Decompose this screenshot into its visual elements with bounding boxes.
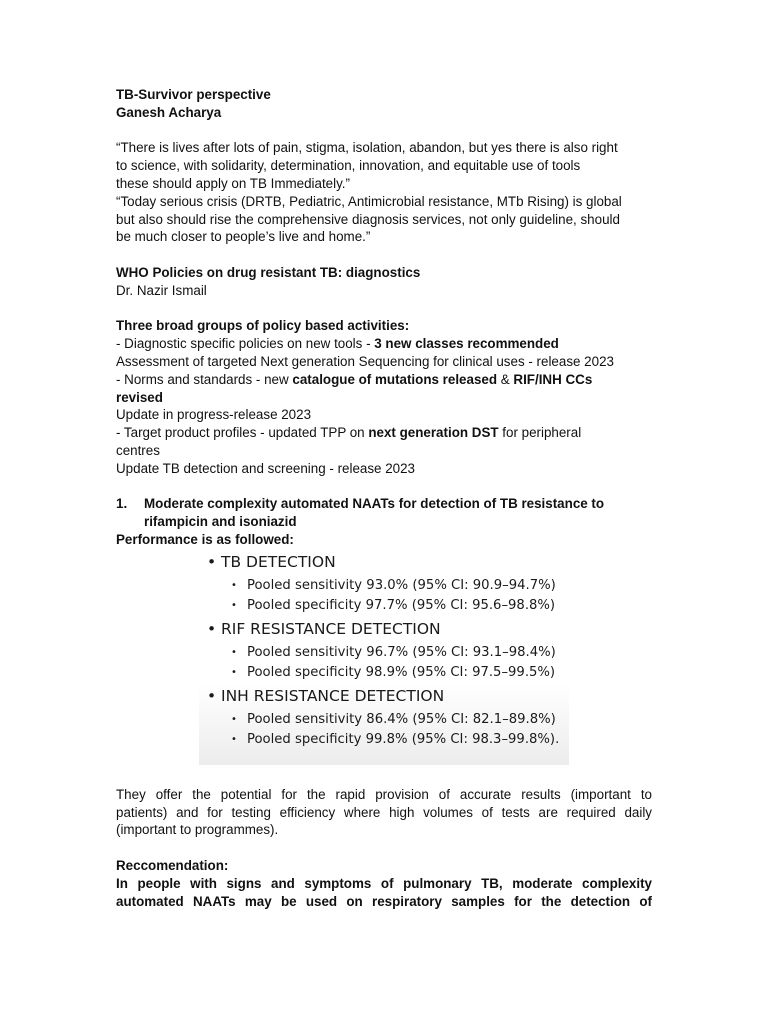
document-page <box>116 86 652 910</box>
subitem-text: Pooled sensitivity 86.4% (95% CI: 82.1–89.8%) <box>247 711 556 727</box>
text-run-bold: RIF/INH CCs <box>513 371 593 387</box>
text-run: - Target product profiles - updated TPP on <box>116 425 369 441</box>
bullet-icon: • <box>231 666 237 678</box>
paragraph-line: In people with signs and symptoms of pulmonary TB, moderate complexity <box>116 875 652 891</box>
recommendation-label: Reccomendation: <box>116 857 229 873</box>
paragraph-line: They offer the potential for the rapid provision of accurate results (important to <box>116 786 652 802</box>
heading-text: INH RESISTANCE DETECTION <box>221 686 445 705</box>
text-run: for peripheral <box>498 425 582 441</box>
figure-heading <box>207 621 441 639</box>
figure-heading <box>207 554 336 572</box>
text-run: - Diagnostic specific policies on new tools - <box>116 336 375 352</box>
policy-item-2-cont: revised <box>116 389 163 405</box>
quote-line: “There is lives after lots of pain, stigma, isolation, abandon, but yes there is also right <box>116 140 618 156</box>
quote-line: these should apply on TB Immediately.” <box>116 175 350 191</box>
bullet-icon: • <box>207 619 217 638</box>
bullet-icon: • <box>207 686 217 705</box>
figure-subitem <box>231 711 556 729</box>
subitem-text: Pooled sensitivity 96.7% (95% CI: 93.1–98.4%) <box>247 644 556 660</box>
figure-subitem <box>231 664 555 682</box>
text-run: & <box>497 371 514 387</box>
groups-heading: Three broad groups of policy based activities: <box>116 318 410 334</box>
figure-subitem <box>231 577 556 595</box>
list-item-line: rifampicin and isoniazid <box>144 514 297 530</box>
figure-subitem <box>231 597 555 615</box>
list-number: 1. <box>116 496 128 512</box>
policy-item-3 <box>116 424 652 442</box>
author-ganesh: Ganesh Acharya <box>116 104 222 120</box>
paragraph-line: automated NAATs may be used on respiratory samples for the detection of <box>116 893 652 909</box>
quote-line: be much closer to people’s live and home.” <box>116 229 371 245</box>
recommendation-text <box>116 875 652 911</box>
policy-item-2-detail: Update in progress-release 2023 <box>116 407 312 423</box>
policy-item-3-cont: centres <box>116 442 160 458</box>
policy-item-1-detail: Assessment of targeted Next generation Sequencing for clinical uses - release 2023 <box>116 353 614 369</box>
subitem-text: Pooled specificity 99.8% (95% CI: 98.3–99.8%). <box>247 731 560 747</box>
bullet-icon: • <box>231 713 237 725</box>
subitem-text: Pooled specificity 98.9% (95% CI: 97.5–99.5%) <box>247 664 556 680</box>
policy-item-1 <box>116 335 652 353</box>
bullet-icon: • <box>231 599 237 611</box>
quote-paragraph <box>116 139 652 246</box>
bullet-icon: • <box>231 733 237 745</box>
quote-line: to science, with solidarity, determination, innovation, and equitable use of tools <box>116 158 581 174</box>
list-item-text <box>144 495 604 531</box>
quote-line: “Today serious crisis (DRTB, Pediatric, Antimicrobial resistance, MTb Rising) is global <box>116 193 622 209</box>
paragraph-line: (important to programmes). <box>116 822 279 838</box>
text-run-bold: 3 new classes recommended <box>374 336 559 352</box>
offer-paragraph <box>116 786 652 839</box>
figure-heading <box>207 688 444 706</box>
text-run: - Norms and standards - new <box>116 371 293 387</box>
performance-label: Performance is as followed: <box>116 531 294 547</box>
text-run-bold: catalogue of mutations released <box>292 371 498 387</box>
bullet-icon: • <box>231 646 237 658</box>
subitem-text: Pooled specificity 97.7% (95% CI: 95.6–98.8%) <box>247 597 556 613</box>
figure-subitem <box>231 731 559 749</box>
bullet-icon: • <box>231 579 237 591</box>
author-nazir: Dr. Nazir Ismail <box>116 282 207 298</box>
bullet-icon: • <box>207 552 217 571</box>
policy-item-3-detail: Update TB detection and screening - release 2023 <box>116 460 416 476</box>
numbered-item-1 <box>116 495 652 531</box>
quote-line: but also should rise the comprehensive diagnosis services, not only guideline, should <box>116 211 620 227</box>
subitem-text: Pooled sensitivity 93.0% (95% CI: 90.9–94.7%) <box>247 577 556 593</box>
list-item-line: Moderate complexity automated NAATs for detection of TB resistance to <box>144 496 605 512</box>
heading-text: RIF RESISTANCE DETECTION <box>221 619 441 638</box>
section-title-who: WHO Policies on drug resistant TB: diagnostics <box>116 264 421 280</box>
paragraph-line: patients) and for testing efficiency where high volumes of tests are required daily <box>116 804 652 820</box>
policy-item-2 <box>116 371 652 389</box>
performance-figure <box>199 552 569 765</box>
text-run-bold: next generation DST <box>368 425 499 441</box>
figure-subitem <box>231 644 556 662</box>
section-title-survivor: TB-Survivor perspective <box>116 87 271 102</box>
heading-text: TB DETECTION <box>221 552 336 571</box>
